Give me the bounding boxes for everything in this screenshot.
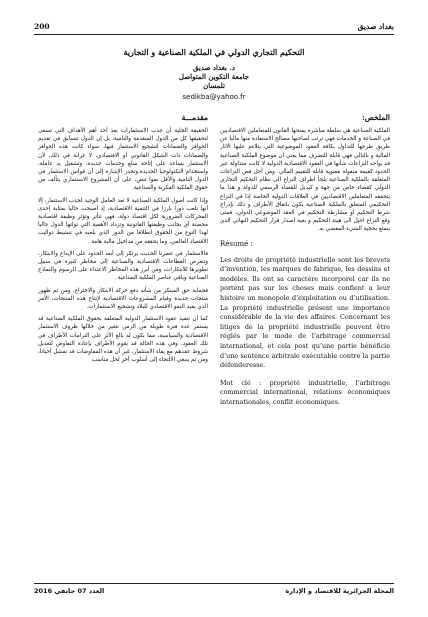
author-city: تلمسان [203,81,225,90]
journal-name: المجلة الجزائرية للاقتصاد و الإدارة [285,587,394,595]
intro-paragraph: كما أن تنفيذ عقود الاستثمار الدولية المتعلقة بحقوق الملكية الصناعية قد يستمر عدة فترة طويلة من الزمن تتغير من خلالها ظروف الاستثمار الاقتصادية والسياسية، مما يكون له بالغ الأثر على التزامات الأطراف في تلك العقود. وفي هذه الحالة قد يقوم الأطراف بإعادة التفاوض لتعديل شروط عقدهم مع بقاء الاستثمار، غير أن هذه المفاوضات قد تفشل أحيانا، ومن ثم ينبغي الالتجاء إلى أسلوب آخر لحل مناسب [38,316,208,364]
introduction-column [38,113,208,368]
abstract-heading: الملخص: [362,113,390,122]
page-header [34,22,394,35]
article-title: التحكيم التجاري الدولي في الملكية الصناعية و التجارية [123,47,305,57]
author-email[interactable]: sedikba@yahoo.fr [182,93,246,101]
abstract-arabic-text: الملكية الصناعية هي سلطة مباشرة يمنحها القانون للمتعاملين الاقتصاديين في الصناعة و الخدمات فهي ترتب لصاحبها مصالح الاستفادة منها ماليا عن طريق طرحها للتداول بكافة العقود الموضوعية التي يتلاءم عليها الاثار المالية و بالتالي فهي قابلة للتصرف مما يعني ان موضوع الملكية الصناعية قد يواجه النزاعات شأنها في العقود الاقتصادية الدولية لا كانت متداولة عبر الحدود كقيمة منقولة معنوية قابلة للتقييم المالي. ومن أجل فض النزاعات المتعلقة بالملكية الصناعية يلجأ اطراف النزاع الى نظام التحكيم التجاري الدولي كقضاء خاص من جهة و كبديل للقضاء الرسمي للدولة و هذا ما يتحققه المتعاملين الاقتصاديين في العلاقات الدولية الخاصة إذا في النزاع التحكيمي المتعلق بالملكية الصناعية يكون باتفاق الأطراف و ذلك بإدراج شرط التحكيم او مشارطة التحكيم في العقد الموضوعي الدولي، فمتى وقع النزاع احيل الى هيئة التحكيم و بغية اصدار قرار التحكيم النهائي الذي يتمتع بحجية الشيء المقضي به. [220,128,390,233]
author-name: د. بغداد صديق [193,63,235,72]
author-block [34,63,394,90]
intro-paragraph: فحماية حق المبتكر من شأنه دفع حركة الابتكار والاختراع، ومن ثم ظهور منتجات جديدة وقيام المشروعات الاقتصادية لإنتاج هذه المنتجات، الأمر الذي يفيد النمو الاقتصادي للبلاد وتشجيع الاستثمارات. [38,287,208,311]
abstract-column [220,113,390,416]
page-footer [34,583,394,598]
intro-paragraph: الحقيقة الجلية أن جذب الاستثمارات يعد أحد أهم الأهداف التي تسعى لتحقيقها كل من الدول المتقدمة والنامية، بل إن الدول تتسابق في تقديم الحوافز والضمانات لتشجيع الاستثمار فيها، سواء كانت هذه الحوافز والضمانات ذات الشكل القانوني أو الاقتصادي، لا غرابة في ذلك، لأن الاستثمار يساعد على إتاحة سلع وخدمات جديدة، وتشغيل يد عاملة، واستخدام التكنولوجيا الجديدة.وتجدر الإشارة إلى أن قوانين الاستثمار في الدول النامية والأقل نموا تنص، على أن المشروع الاستثماري يتألف من حقوق الملكية الفكرية والصناعية. [38,128,208,192]
intro-paragraph: وإذا كانت أصول الملكية الصناعية لا تعد العامل الوحيد لجذب الاستثمار، إلا أنها تلعب دورا بارزا في التنمية الاقتصادية، إذ أصبحت حاليا بمثابة إحدى المحركات الضرورية لكل اقتصاد دولة، فهي تتأثر وتؤثر وظيفة اقتصادية محصنة أي بجانب وظيفتها القانونية وتزداد الأهمية التي تولتها الدول حاليا لهذا النوع من الحقوق انطلاقا من الدور الذي يلعبه في تنشيط دواليب الاقتصاد العالمي، وما يحققه من مداخيل مالية هامة . [38,197,208,245]
abstract-french-text: Les droits de propriété industrielle sont les brevets d’invention, les marques de fabrique, les dessins et modèles. Ils ont sa caractère incorporel car ils ne portent pas sur les choses mais confient a leur histoire un monopole d’exploitation ou d’utilisation. La propriété industrielle présent une importance considérable de la vie des affaires. Concernant les litiges de la propriété industrielle peuvent être réglés par le mode de l’arbitrage commercial international, et cela post qu’une partie bénéficie d’une sentence arbitrale exécutable contre la partie défenderesse. [220,255,390,370]
header-author-name: بغداد صديق [357,22,394,31]
page-number: 200 [34,22,50,31]
intro-paragraph: فالاستثمار في عصرنا الحديث يرتكز إلى أبعد الحدود على الإبداع والابتكار، وتتعرض القطاعات الاقتصادية والصناعية إلى مخاطر كبيرة في سبيل تطويرها للابتكارات، ومن أبرز هذه المخاطر الاعتداء على الرسوم والنماذج الصناعية وباقي عناصر الملكية الصناعية . [38,250,208,282]
introduction-heading: مقدمـــة [181,113,208,122]
keywords: Mot clé : propriété industrielle, l’arbitrage commercial international, relations économiques internationales, conflit économiques. [220,378,390,406]
author-institution: جامعة التكوين المتواصل [178,72,250,81]
resume-heading: Résumé : [220,239,253,248]
journal-issue: العدد 07 جانفي 2016 [34,587,105,595]
